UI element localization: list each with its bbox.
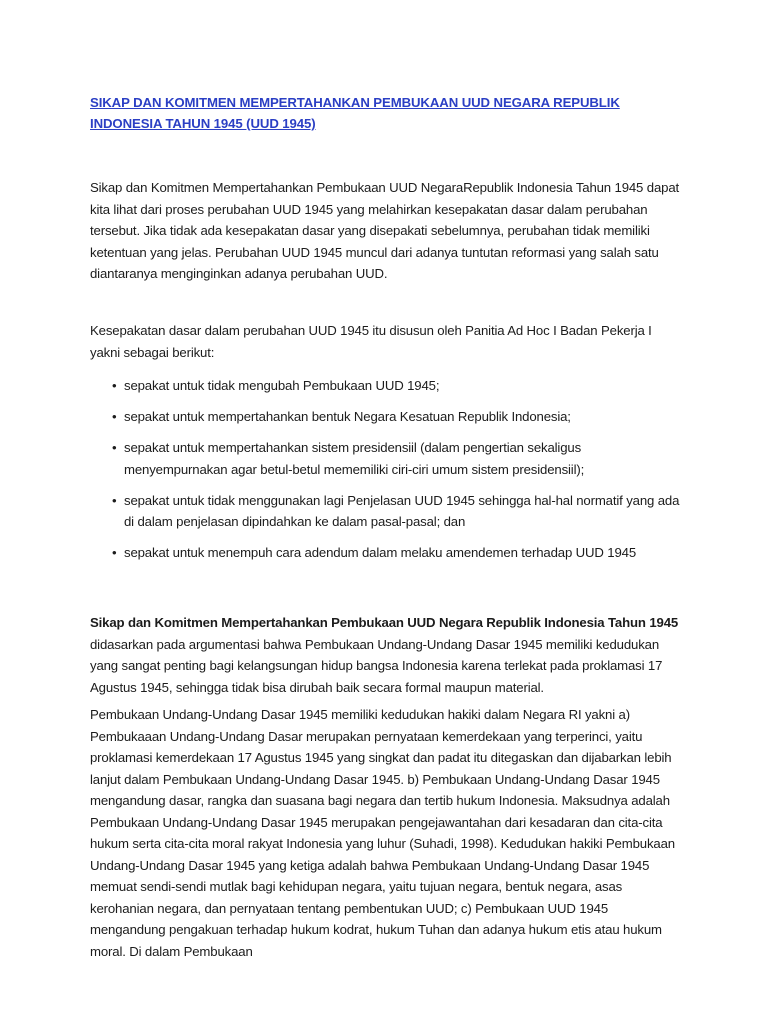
list-item bbox=[90, 375, 680, 397]
list-item-text: sepakat untuk menempuh cara adendum dalam melaku amendemen terhadap UUD 1945 bbox=[124, 545, 637, 560]
list-item bbox=[90, 437, 680, 480]
paragraph-agreement-intro: Kesepakatan dasar dalam perubahan UUD 1945 itu disusun oleh Panitia Ad Hoc I Badan Pekerja I yakni sebagai berikut: bbox=[90, 323, 652, 360]
list-item-text: sepakat untuk mempertahankan sistem presidensiil (dalam pengertian sekaligus menyempurnakan agar betul-betul mememiliki ciri-ciri umum sistem presidensiil); bbox=[124, 440, 585, 477]
list-item bbox=[90, 490, 680, 533]
bullet-icon: • bbox=[112, 378, 117, 393]
paragraph-intro: Sikap dan Komitmen Mempertahankan Pembukaan UUD NegaraRepublik Indonesia Tahun 1945 dapat kita lihat dari proses perubahan UUD 1945 yang melahirkan kesepakatan dasar dalam perubahan tersebut. Jika tidak ada kesepakatan dasar yang disepakati sebelumnya, perubahan tidak memiliki ketentuan yang jelas. Perubahan UUD 1945 muncul dari adanya tuntutan reformasi yang salah satu diantaranya menginginkan adanya perubahan UUD. bbox=[90, 180, 680, 281]
document-page bbox=[90, 92, 680, 959]
list-item bbox=[90, 406, 680, 428]
bullet-icon: • bbox=[112, 545, 117, 560]
bullet-icon: • bbox=[112, 440, 117, 455]
list-item-text: sepakat untuk tidak mengubah Pembukaan UUD 1945; bbox=[124, 378, 440, 393]
list-item-text: sepakat untuk tidak menggunakan lagi Penjelasan UUD 1945 sehingga hal-hal normatif yang ada di dalam penjelasan dipindahkan ke dalam pasal-pasal; dan bbox=[124, 492, 680, 529]
bullet-icon: • bbox=[112, 492, 117, 508]
paragraph-argument-lead: Sikap dan Komitmen Mempertahankan Pembukaan UUD Negara Republik Indonesia Tahun 1945 bbox=[90, 615, 679, 630]
paragraph-position: Pembukaan Undang-Undang Dasar 1945 memiliki kedudukan hakiki dalam Negara RI yakni a) Pembukaaan Undang-Undang Dasar merupakan pernyataan kemerdekaan yang terperinci, yaitu proklamasi kemerdekaan 17 Agustus 1945 yang singkat dan padat itu ditegaskan dan dijabarkan lebih lanjut dalam Pembukaan Undang-Undang Dasar 1945. b) Pembukaan Undang-Undang Dasar 1945 mengandung dasar, rangka dan suasana bagi negara dan tertib hukum Indonesia. Maksudnya adalah Pembukaan Undang-Undang Dasar 1945 merupakan pengejawantahan dari kesadaran dan cita-cita hukum serta cita-cita moral rakyat Indonesia yang luhur (Suhadi, 1998). Kedudukan hakiki Pembukaan Undang-Undang Dasar 1945 yang ketiga adalah bahwa Pembukaan Undang-Undang Dasar 1945 memuat sendi-sendi mutlak bagi kehidupan negara, yaitu tujuan negara, bentuk negara, asas kerohanian negara, dan pernyataan tentang pembentukan UUD; c) Pembukaan UUD 1945 mengandung pengakuan terhadap hukum kodrat, hukum Tuhan dan adanya hukum etis atau hukum moral. Di dalam Pembukaan bbox=[90, 707, 675, 959]
document-title[interactable]: SIKAP DAN KOMITMEN MEMPERTAHANKAN PEMBUKAAN UUD NEGARA REPUBLIK INDONESIA TAHUN 1945 (UUD 1945) bbox=[90, 95, 620, 131]
list-item-text: sepakat untuk mempertahankan bentuk Negara Kesatuan Republik Indonesia; bbox=[124, 409, 571, 424]
paragraph-argument bbox=[90, 612, 680, 698]
list-item bbox=[90, 542, 680, 564]
agreement-list bbox=[90, 375, 680, 573]
paragraph-argument-rest: didasarkan pada argumentasi bahwa Pembukaan Undang-Undang Dasar 1945 memiliki kedudukan yang sangat penting bagi kelangsungan hidup bangsa Indonesia karena terlekat pada proklamasi 17 Agustus 1945, sehingga tidak bisa dirubah baik secara formal maupun material. bbox=[90, 636, 663, 695]
bullet-icon: • bbox=[112, 409, 117, 424]
